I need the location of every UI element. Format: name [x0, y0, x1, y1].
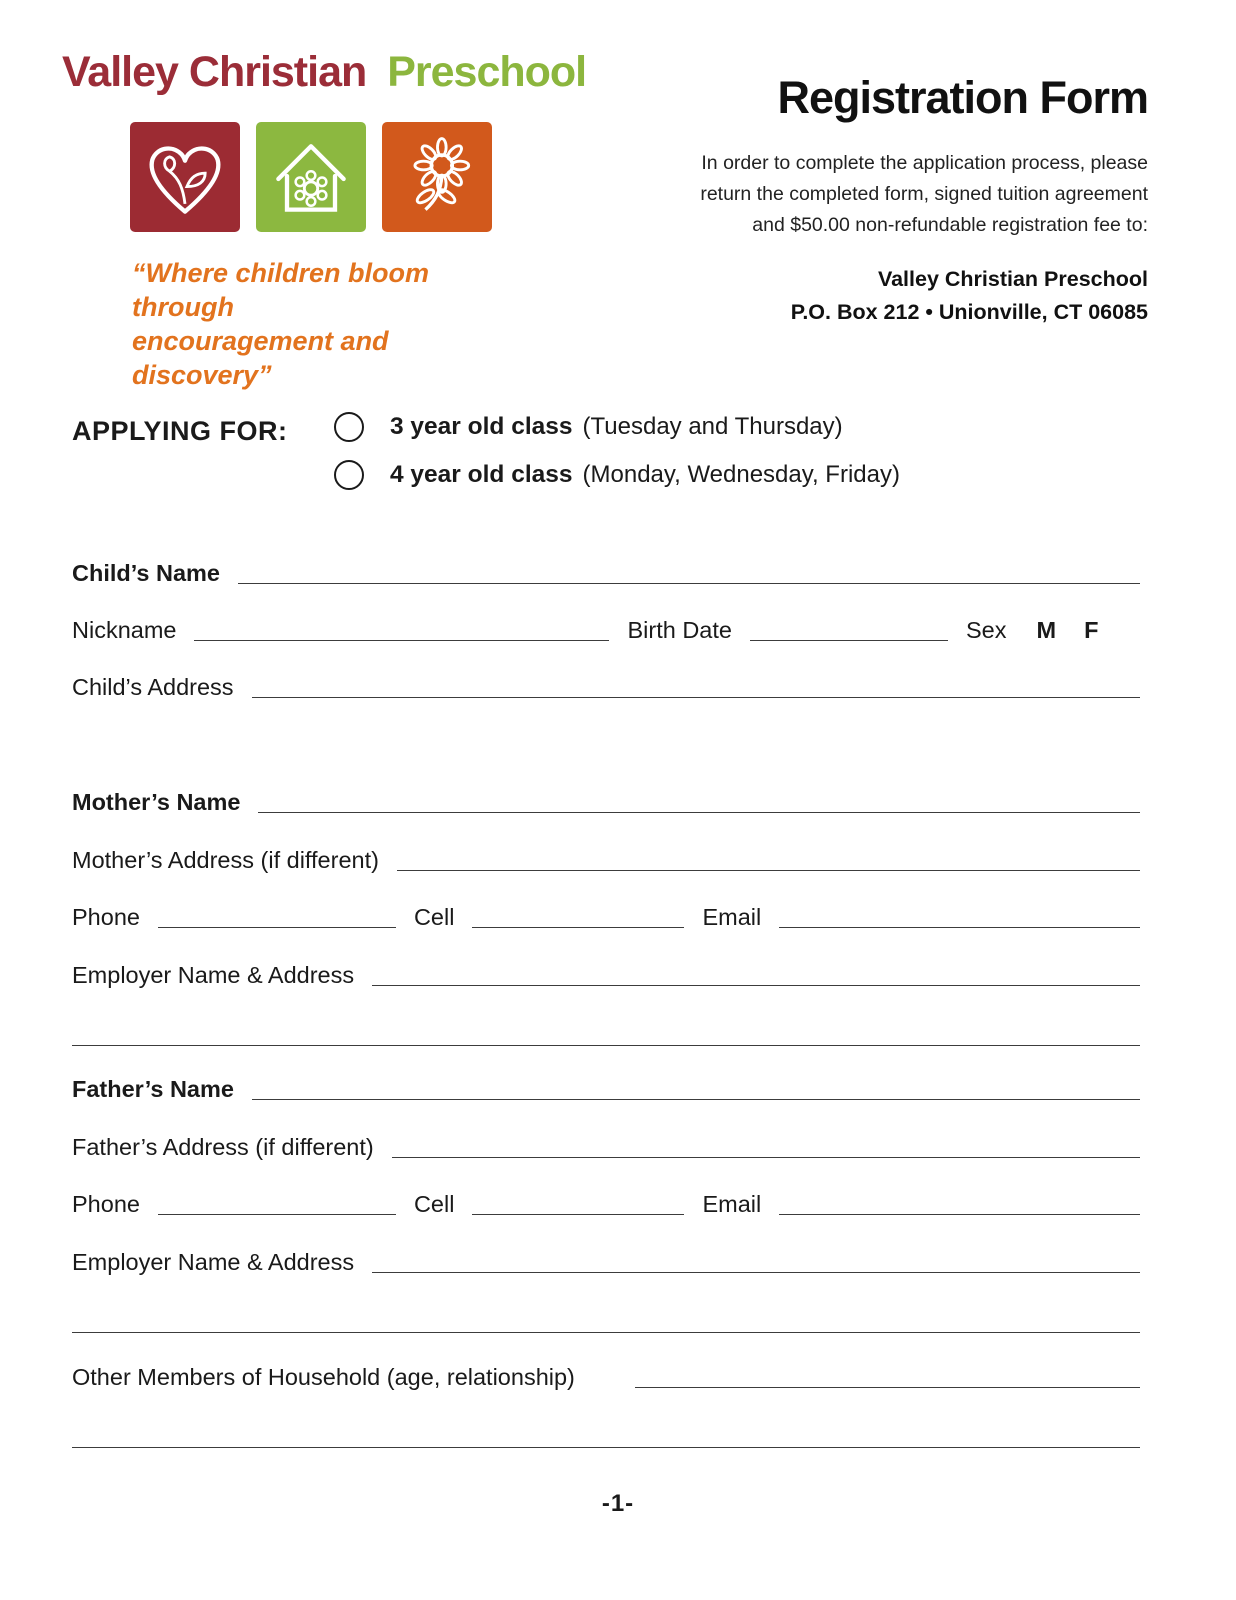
father-cell-label: Cell [413, 1191, 455, 1217]
mother-email-label: Email [702, 904, 762, 930]
mother-name-line[interactable] [258, 812, 1140, 813]
org-name: Valley Christian Preschool [877, 267, 1148, 291]
tagline-line-1: “Where children bloom through [132, 258, 430, 322]
mother-employer-row [72, 958, 1140, 992]
father-contact-row [72, 1187, 1140, 1221]
other-members-line-2[interactable] [72, 1447, 1140, 1448]
father-employer-row [72, 1245, 1140, 1279]
option-4yo-days: (Monday, Wednesday, Friday) [582, 461, 900, 488]
form-title: Registration Form [777, 72, 1148, 123]
mother-address-label: Mother’s Address (if different) [72, 847, 379, 873]
class-options [334, 412, 900, 490]
birth-date-label: Birth Date [627, 617, 732, 643]
nickname-label: Nickname [72, 617, 177, 643]
child-address-row [72, 670, 1140, 704]
tagline-line-2: encouragement and discovery” [132, 326, 389, 390]
child-address-line[interactable] [252, 697, 1140, 698]
logo-title-valley-christian: Valley Christian [62, 48, 367, 96]
mother-name-label: Mother’s Name [72, 789, 241, 815]
sex-label: Sex [965, 617, 1007, 643]
nickname-row [72, 613, 1140, 647]
other-members-row-2 [72, 1420, 1140, 1454]
heart-leaves-icon [130, 122, 240, 232]
mother-email-line[interactable] [779, 927, 1140, 928]
mother-cell-line[interactable] [472, 927, 684, 928]
house-flower-icon [256, 122, 366, 232]
mother-employer-label: Employer Name & Address [72, 962, 355, 988]
father-employer-row-2 [72, 1305, 1140, 1339]
org-address: P.O. Box 212 • Unionville, CT 06085 [790, 300, 1148, 324]
sex-option-male[interactable]: M [1036, 617, 1057, 643]
mother-address-line[interactable] [397, 870, 1140, 871]
option-4-year-old [334, 460, 900, 490]
father-name-row [72, 1072, 1140, 1106]
father-phone-line[interactable] [158, 1214, 396, 1215]
option-3yo-days: (Tuesday and Thursday) [582, 413, 843, 440]
mother-phone-line[interactable] [158, 927, 396, 928]
sex-option-female[interactable]: F [1084, 617, 1099, 643]
mother-name-row [72, 785, 1140, 819]
father-address-row [72, 1130, 1140, 1164]
child-name-label: Child’s Name [72, 560, 220, 586]
father-employer-line[interactable] [372, 1272, 1140, 1273]
form-header [628, 72, 1148, 329]
radio-3-year-old-class[interactable] [334, 412, 364, 442]
applying-for-section [72, 412, 1140, 490]
logo-tagline [132, 256, 532, 392]
mailing-address [628, 263, 1148, 329]
father-name-line[interactable] [252, 1099, 1140, 1100]
other-members-line[interactable] [635, 1387, 1140, 1388]
mother-contact-row [72, 900, 1140, 934]
father-employer-line-2[interactable] [72, 1332, 1140, 1333]
other-members-row [72, 1360, 1140, 1394]
child-name-line[interactable] [238, 583, 1140, 584]
logo-title [62, 48, 586, 97]
father-address-line[interactable] [392, 1157, 1140, 1158]
father-cell-line[interactable] [472, 1214, 684, 1215]
other-members-label: Other Members of Household (age, relationship) [72, 1364, 575, 1390]
nickname-line[interactable] [194, 640, 609, 641]
mother-phone-label: Phone [72, 904, 140, 930]
father-phone-label: Phone [72, 1191, 140, 1217]
option-3-year-old [334, 412, 900, 442]
mother-cell-label: Cell [413, 904, 455, 930]
birth-date-line[interactable] [750, 640, 948, 641]
child-address-label: Child’s Address [72, 674, 234, 700]
flower-icon [382, 122, 492, 232]
logo-title-preschool: Preschool [387, 48, 587, 96]
option-3yo-label: 3 year old class [390, 413, 573, 440]
form-instructions [628, 148, 1148, 241]
applying-for-label: APPLYING FOR: [72, 416, 288, 446]
radio-4-year-old-class[interactable] [334, 460, 364, 490]
mother-employer-line-2[interactable] [72, 1045, 1140, 1046]
option-4yo-label: 4 year old class [390, 461, 573, 488]
father-name-label: Father’s Name [72, 1076, 234, 1102]
mother-employer-line[interactable] [372, 985, 1140, 986]
instructions-line-2: return the completed form, signed tuition agreement [700, 183, 1148, 205]
mother-address-row [72, 843, 1140, 877]
father-email-label: Email [702, 1191, 762, 1217]
mother-employer-row-2 [72, 1018, 1140, 1052]
child-name-row [72, 556, 1140, 590]
page-number: -1- [601, 1490, 635, 1517]
instructions-line-3: and $50.00 non-refundable registration fee to: [752, 214, 1148, 236]
father-address-label: Father’s Address (if different) [72, 1134, 374, 1160]
father-email-line[interactable] [779, 1214, 1140, 1215]
instructions-line-1: In order to complete the application process, please [701, 152, 1148, 174]
father-employer-label: Employer Name & Address [72, 1249, 355, 1275]
